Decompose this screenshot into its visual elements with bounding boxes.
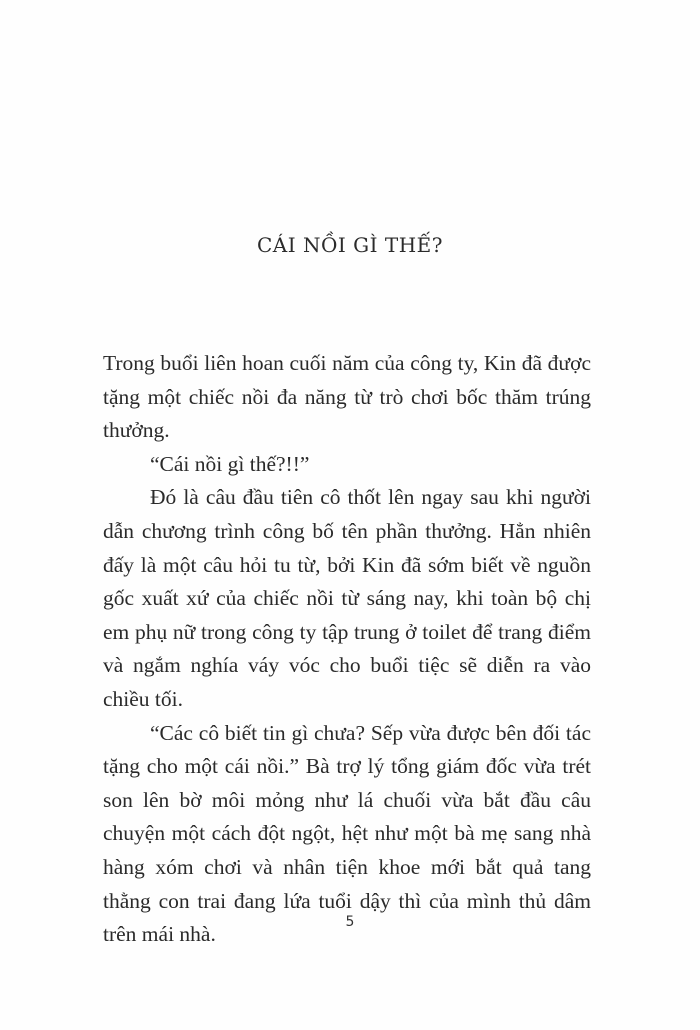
page-number: 5: [345, 914, 355, 930]
paragraph-1: Trong buổi liên hoan cuối năm của công ty, Kin đã được tặng một chiếc nồi đa năng từ trò chơi bốc thăm trúng thưởng.: [103, 351, 591, 443]
paragraph-3: Đó là câu đầu tiên cô thốt lên ngay sau khi người dẫn chương trình công bố tên phần thưởng. Hẳn nhiên đấy là một câu hỏi tu từ, bởi Kin đã sớm biết về nguồn gốc xuất xứ của chiếc nồi từ sáng nay, khi toàn bộ chị em phụ nữ trong công ty tập trung ở toilet để trang điểm và ngắm nghía váy vóc cho buổi tiệc sẽ diễn ra vào chiều tối.: [103, 485, 591, 711]
paragraph-2-dialogue: “Cái nồi gì thế?!!”: [150, 451, 310, 476]
chapter-body: [103, 347, 591, 952]
chapter-title: CÁI NỒI GÌ THẾ?: [257, 233, 443, 258]
paragraph-4: “Các cô biết tin gì chưa? Sếp vừa được bên đối tác tặng cho một cái nồi.” Bà trợ lý tổng giám đốc vừa trét son lên bờ môi mỏng như lá chuối vừa bắt đầu câu chuyện một cách đột ngột, hệt như một bà mẹ sang nhà hàng xóm chơi và nhân tiện khoe mới bắt quả tang thằng con trai đang lứa tuổi dậy thì của mình thủ dâm trên mái nhà.: [103, 720, 591, 947]
